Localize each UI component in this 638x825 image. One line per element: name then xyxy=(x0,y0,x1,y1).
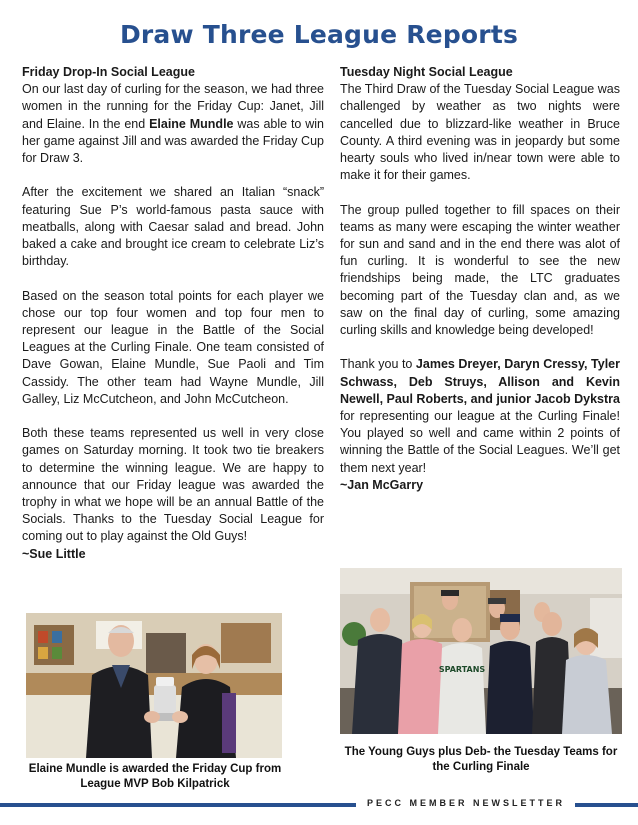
friday-paragraph-2: After the excitement we shared an Italian “snack” featuring Sue P’s world-famous pasta sauce with meatballs, along with Caesar salad and bread. John baked a cake and brought ice cream to celebrate Liz’s birthday. xyxy=(22,185,324,269)
page-title: Draw Three League Reports xyxy=(119,20,519,49)
friday-cup-photo xyxy=(26,613,282,758)
tuesday-league-report xyxy=(340,64,620,494)
tuesday-league-heading: Tuesday Night Social League xyxy=(340,65,513,79)
tuesday-teams-photo xyxy=(340,568,622,734)
friday-paragraph-3: Based on the season total points for each player we chose our top four women and top four men to represent our league in the Battle of the Social Leagues at the Curling Finale. One team consisted of Dave Gowan, Elaine Mundle, Sue Paoli and Tim Cassidy. The other team had Wayne Mundle, Jill Galley, Liz McCutcheon, and John McCutcheon. xyxy=(22,288,324,406)
tuesday-paragraph-3 xyxy=(340,356,620,476)
footer-rule-left xyxy=(0,803,356,807)
tuesday-p3-text-a: Thank you to xyxy=(340,357,416,372)
sweater-logo-text: SPARTANS xyxy=(438,665,486,674)
friday-p1-text-a: On our last day of curling for the season, we had three women in the running for the Friday Cup: Janet, Jill and Elaine. In the end xyxy=(22,82,324,131)
tuesday-signature: ~Jan McGarry xyxy=(340,477,424,492)
tuesday-paragraph-1: The Third Draw of the Tuesday Social League was challenged by weather as two nights were cancelled due to blizzard-like weather in Bruce County. A third evening was in jeopardy but some hearty souls who lived in/near town were able to make it for their games. xyxy=(340,82,620,183)
friday-signature: ~Sue Little xyxy=(22,546,86,561)
tuesday-p3-text-b: for representing our league at the Curling Finale! You played so well and came within 2 points of winning the Battle of the Social Leagues. We’ll get them next year! xyxy=(340,409,620,475)
friday-cup-photo-caption: Elaine Mundle is awarded the Friday Cup from League MVP Bob Kilpatrick xyxy=(28,763,282,790)
tuesday-paragraph-2: The group pulled together to fill spaces on their teams as many were escaping the winter weather for sun and sand and in the end there was alot of fun curling. It is wonderful to see the new friendships being made, the LTC graduates becoming part of the Tuesday clan and, as we saw on the final day of curling, some amazing curling skills and knowledge being developed! xyxy=(340,202,620,338)
friday-cup-photo-illustration xyxy=(26,613,282,758)
friday-league-report xyxy=(22,64,324,563)
friday-paragraph-4: Both these teams represented us well in very close games on Saturday morning. It took two tie breakers to determine the winning league. We are happy to announce that our Friday league was awarded the trophy in what we hope will be an annual Battle of the Socials. Thanks to the Tuesday Social League for coming out to play against the Old Guys! xyxy=(22,426,324,544)
tuesday-teams-photo-caption: The Young Guys plus Deb- the Tuesday Teams for the Curling Finale xyxy=(344,746,618,773)
friday-league-heading: Friday Drop-In Social League xyxy=(22,65,195,79)
friday-p1-bold-name: Elaine Mundle xyxy=(149,116,234,131)
tuesday-p3-bold-names: James Dreyer, Daryn Cressy, Tyler Schwass, Deb Struys, Allison and Kevin Newell, Paul Roberts, and junior Jacob Dykstra xyxy=(340,357,620,406)
friday-p1-text-b: was able to win her game against Jill and was awarded the Friday Cup for Draw 3. xyxy=(22,116,324,166)
newsletter-footer-label: PECC MEMBER NEWSLETTER xyxy=(366,798,565,808)
footer-rule-right xyxy=(575,803,638,807)
tuesday-teams-photo-illustration xyxy=(340,568,622,734)
friday-paragraph-1 xyxy=(22,81,324,167)
